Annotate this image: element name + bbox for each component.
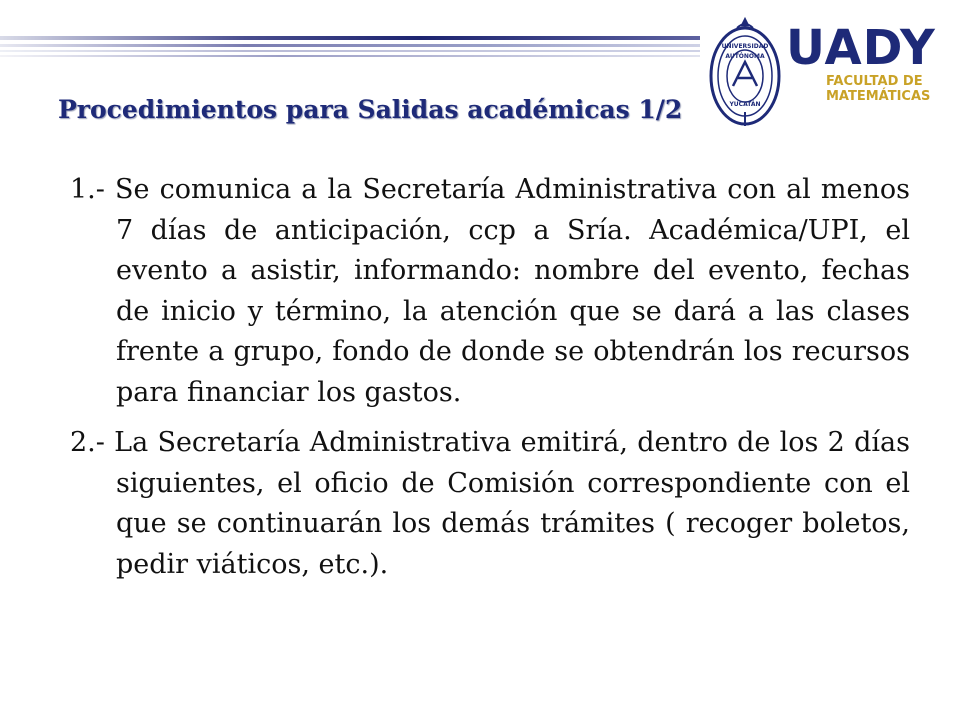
brand-name: UADY [786,20,936,76]
brand-wordmark [786,22,936,104]
header-stripe [0,44,700,47]
header-stripe [0,36,700,40]
seal-middle-text: AUTÓNOMA [725,53,765,60]
procedure-step-1: 1.- Se comunica a la Secretaría Administrativa con al menos 7 días de anticipación, ccp a Sría. Académica/UPI, el evento a asistir, informando: nombre del evento, fechas de inicio y término, la atención que se dará a las clases frente a grupo, fondo de donde se obtendrán los recursos para financiar los gastos. [70,174,910,408]
faculty-line-2: MATEMÁTICAS [826,89,931,104]
header-stripe [0,50,700,52]
seal-top-text: UNIVERSIDAD [721,43,769,50]
seal-bottom-text: YUCATÁN [729,101,761,108]
slide-title: Procedimientos para Salidas académicas 1/2 [58,95,683,124]
university-seal-logo [707,14,783,132]
slide-body [70,170,910,595]
header-stripe [0,55,700,57]
faculty-line-1: FACULTAD DE [826,74,923,89]
procedure-step-2: 2.- La Secretaría Administrativa emitirá, dentro de los 2 días siguientes, el oficio de Comisión correspondiente con el que se continuarán los demás trámites ( recoger boletos, pedir viáticos, etc.). [70,427,910,580]
